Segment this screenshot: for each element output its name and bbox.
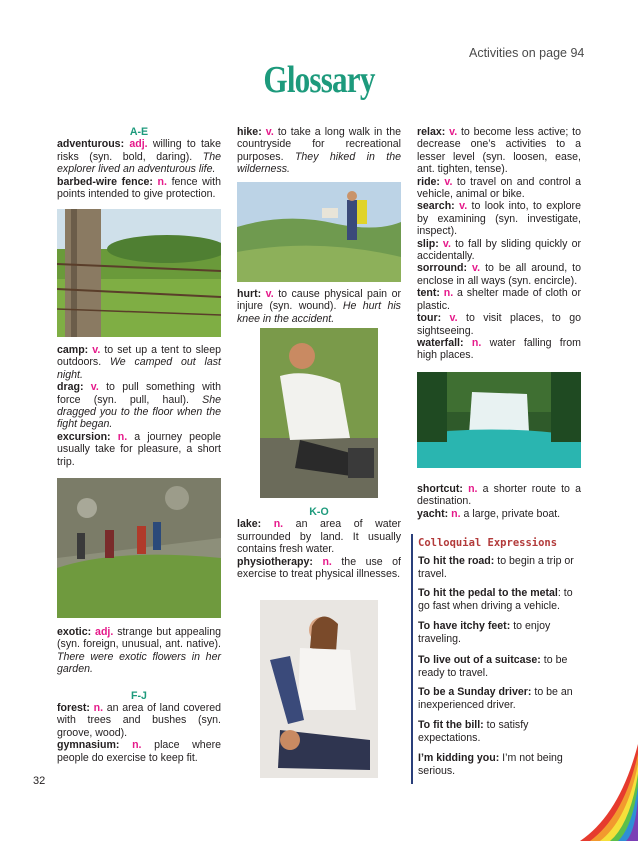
entry-gymnasium: gymnasium: n. place where people do exercise to keep fit. — [57, 739, 222, 764]
page-title: Glossary — [263, 59, 375, 101]
column-2-top — [237, 126, 401, 176]
barbed-wire-photo — [57, 209, 221, 337]
section-heading-ae: A-E — [129, 126, 149, 138]
column-1-bottom — [57, 626, 221, 764]
entry-drag: drag: v. to pull something with force (syn. pull, haul). She dragged you to the floor when the fight began. — [57, 381, 221, 431]
entry-hike: hike: v. to take a long walk in the countryside for recreational purposes. They hiked in the wilderness. — [237, 126, 401, 176]
entry-waterfall: waterfall: n. water falling from high places. — [417, 336, 581, 362]
entry-ride: ride: v. to travel on and control a vehicle, animal or bike. — [417, 175, 581, 201]
page-number: 32 — [33, 775, 46, 787]
column-2-lower — [237, 506, 401, 580]
entry-lake: lake: n. an area of water surrounded by land. It usually contains fresh water. — [237, 518, 402, 556]
hikers-group-photo — [57, 478, 221, 618]
section-heading-fj: F-J — [131, 689, 147, 702]
entry-excursion: excursion: n. a journey people usually take for pleasure, a short trip. — [57, 430, 221, 468]
rainbow-page-curl — [560, 744, 638, 841]
entry-adventurous: adventurous: adj. willing to take risks (syn. bold, daring). The explorer lived an adventurous life. — [57, 138, 221, 176]
column-1-mid — [57, 344, 221, 468]
idiom-kidding: I’m kidding you: I’m not being serious. — [418, 752, 563, 777]
entry-barbed-wire-fence: barbed-wire fence: n. fence with points intended to give protection. — [57, 175, 221, 201]
section-heading-ko: K-O — [309, 506, 329, 518]
column-3-top — [417, 126, 581, 362]
entry-tent: tent: n. a shelter made of cloth or plastic. — [417, 287, 581, 312]
idiom-suitcase: To live out of a suitcase: to be ready to travel. — [418, 654, 568, 679]
entry-tour: tour: v. to visit places, to go sightseeing. — [417, 312, 581, 337]
injured-man-photo — [260, 328, 378, 498]
entry-shortcut: shortcut: n. a shorter route to a destination. — [417, 483, 581, 508]
activities-reference: Activities on page 94 — [469, 46, 585, 60]
entry-sorround: sorround: v. to be all around, to enclose in all ways (syn. encircle). — [417, 262, 581, 287]
idiom-hit-the-road: To hit the road: to begin a trip or travel. — [418, 555, 574, 580]
colloquial-title: Colloquial Expressions — [418, 537, 558, 549]
entry-hurt: hurt: v. to cause physical pain or injure (syn. wound). He hurt his knee in the accident. — [237, 288, 401, 325]
entry-search: search: v. to look into, to explore by examining (syn. investigate, inspect). — [417, 200, 581, 238]
entry-slip: slip: v. to fall by sliding quickly or accidentally. — [417, 237, 581, 263]
column-3-lower — [417, 483, 581, 520]
idiom-pedal-to-metal: To hit the pedal to the metal: to go fast when driving a vehicle. — [418, 587, 573, 612]
waterfall-photo — [417, 372, 581, 468]
entry-exotic: exotic: adj. strange but appealing (syn. foreign, unusual, ant. native). There were exotic flowers in her garden. — [57, 626, 221, 676]
entry-relax: relax: v. to become less active; to decrease one’s activities to a lesser level (syn. loosen, ease, ant. tighten, tense). — [417, 126, 581, 176]
hiker-photo — [237, 182, 401, 282]
physiotherapy-photo — [260, 600, 378, 778]
idiom-itchy-feet: To have itchy feet: to enjoy traveling. — [418, 620, 551, 645]
column-2-mid — [237, 288, 401, 325]
idiom-sunday-driver: To be a Sunday driver: to be an inexperienced driver. — [418, 686, 573, 711]
entry-camp: camp: v. to set up a tent to sleep outdoors. We camped out last night. — [57, 344, 221, 381]
column-1-top — [57, 126, 221, 200]
entry-physiotherapy: physiotherapy: n. the use of exercise to treat physical illnesses. — [237, 555, 401, 581]
entry-forest: forest: n. an area of land covered with trees and bushes (syn. groove, wood). — [57, 702, 222, 739]
idiom-fit-the-bill: To fit the bill: to satisfy expectations. — [418, 719, 529, 744]
entry-yacht: yacht: n. a large, private boat. — [417, 507, 561, 520]
